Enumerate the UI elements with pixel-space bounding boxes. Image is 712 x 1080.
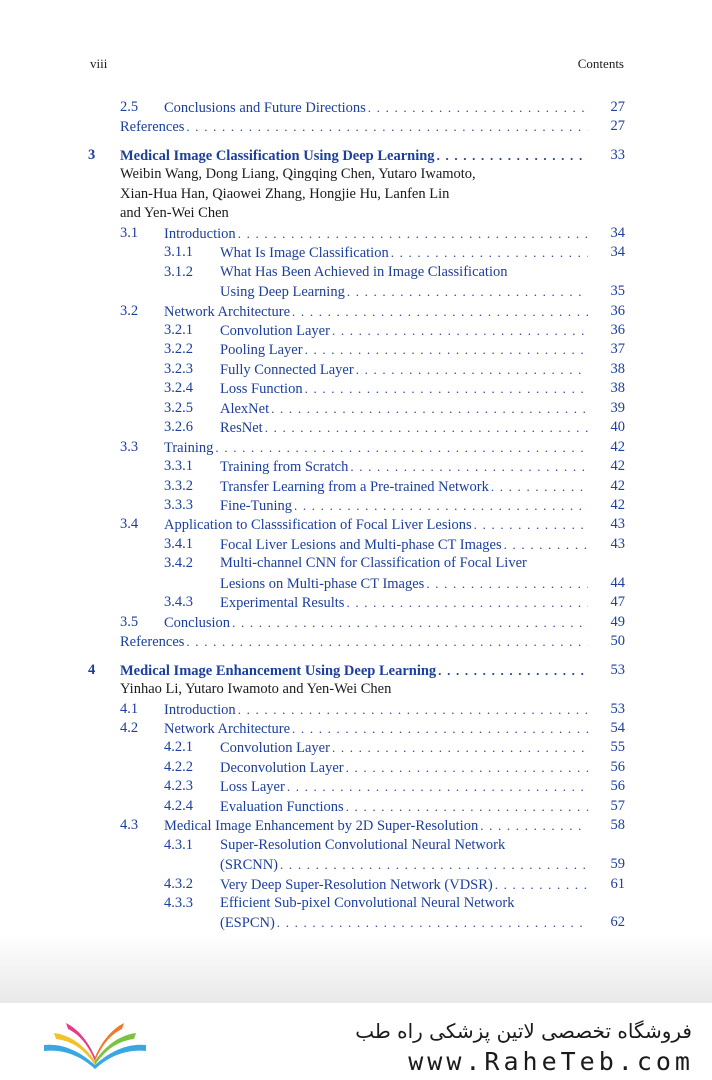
toc-page-number: 62 (610, 914, 625, 931)
toc-entry-title: What Is Image Classification (220, 245, 389, 262)
toc-entry-link[interactable] (120, 661, 588, 681)
subsection-number: 3.3.3 (164, 497, 193, 513)
toc-entry-link[interactable] (220, 875, 588, 895)
toc-entry-title: Focal Liver Lesions and Multi-phase CT Images (220, 536, 502, 553)
subsection-number: 3.3.2 (164, 477, 193, 494)
leader-dots (350, 457, 588, 477)
subsection-number: 4.3.1 (164, 836, 193, 853)
leader-dots (265, 418, 588, 438)
running-title: Contents (577, 56, 624, 71)
toc-entry-title: (ESPCN) (220, 915, 275, 932)
toc-entry-link[interactable] (164, 302, 588, 322)
chapter-number: 3 (88, 146, 96, 163)
toc-entry-link[interactable] (220, 554, 588, 574)
leader-dots (480, 816, 588, 836)
toc-entry-title: Pooling Layer (220, 342, 303, 359)
toc-page-number: 56 (610, 758, 625, 775)
subsection-number: 3.2.2 (164, 341, 193, 358)
section-number: 3.5 (120, 613, 139, 630)
toc-entry-title: Network Architecture (164, 720, 291, 737)
toc-entry-title: Introduction (164, 225, 236, 242)
leader-dots (287, 777, 588, 797)
toc-page-number: 57 (610, 797, 625, 814)
toc-entry-title: Network Architecture (164, 303, 291, 320)
toc-entry-link[interactable] (120, 117, 588, 137)
toc-entry-title: Training (164, 439, 214, 456)
toc-entry-link[interactable] (164, 613, 588, 633)
leader-dots (277, 913, 588, 933)
toc-entry-link[interactable] (220, 797, 588, 817)
leader-dots (426, 574, 588, 594)
toc-entry-title: Convolution Layer (220, 740, 330, 757)
chapter-authors: Yinhao Li, Yutaro Iwamoto and Yen-Wei Chen (120, 681, 392, 698)
leader-dots (332, 321, 588, 341)
toc-page-number: 55 (610, 739, 625, 756)
toc-entry-link[interactable] (220, 457, 588, 477)
toc-entry-link[interactable] (220, 263, 588, 283)
leader-dots (186, 117, 588, 137)
subsection-number: 4.2.3 (164, 778, 193, 795)
toc-page-number: 38 (610, 360, 625, 377)
subsection-number: 3.2.3 (164, 360, 193, 377)
toc-page-number: 42 (610, 438, 625, 455)
toc-entry-link[interactable] (220, 593, 588, 613)
toc-page-number: 50 (610, 633, 625, 650)
toc-entry-link[interactable] (120, 146, 588, 166)
leader-dots (305, 340, 588, 360)
toc-entry-title: Conclusion (164, 614, 231, 631)
toc-entry-link[interactable] (164, 816, 588, 836)
toc-page-number: 27 (610, 99, 625, 115)
subsection-number: 3.4.2 (164, 555, 193, 572)
subsection-number: 4.2.1 (164, 739, 193, 756)
toc-entry-link[interactable] (220, 282, 588, 302)
page-number: viii (90, 56, 108, 71)
toc-entry-link[interactable] (220, 418, 588, 438)
toc-entry-title: Training from Scratch (220, 459, 349, 476)
toc-page-number: 53 (610, 661, 625, 678)
toc-entry-title: Fine-Tuning (220, 498, 292, 514)
toc-entry-title: Loss Layer (220, 779, 285, 796)
toc-page-number: 34 (610, 244, 625, 261)
toc-entry-link[interactable] (220, 379, 588, 399)
toc-page-number: 34 (610, 224, 625, 241)
toc-page-number: 53 (610, 700, 625, 717)
toc-entry-title: Deconvolution Layer (220, 759, 344, 776)
toc-entry-link[interactable] (220, 913, 588, 933)
toc-entry-link[interactable] (220, 574, 588, 594)
leader-dots (280, 855, 588, 875)
toc-entry-link[interactable] (120, 632, 588, 652)
toc-entry-link[interactable] (164, 700, 588, 720)
leader-dots (294, 496, 588, 516)
toc-entry-link[interactable] (220, 477, 588, 497)
chapter-number: 4 (88, 661, 96, 678)
website-url: www.RaheTeb.com (408, 1047, 694, 1076)
leader-dots (346, 797, 588, 817)
toc-entry-link[interactable] (220, 321, 588, 341)
section-number: 3.2 (120, 302, 139, 319)
leader-dots (186, 632, 588, 652)
toc-page-number: 44 (610, 574, 625, 591)
toc-page-number: 38 (610, 380, 625, 397)
toc-entry-title: Multi-channel CNN for Classification of Focal Liver (220, 555, 527, 572)
leader-dots (292, 719, 588, 739)
toc-entry-title: Convolution Layer (220, 322, 330, 339)
subsection-number: 3.1.2 (164, 263, 193, 280)
toc-entry-link[interactable] (220, 496, 588, 516)
leader-dots (271, 399, 588, 419)
open-book-logo-icon (40, 1021, 150, 1071)
toc-page-number: 39 (610, 399, 625, 416)
toc-entry-link[interactable] (220, 243, 588, 263)
toc-page-number: 33 (610, 146, 625, 163)
toc-entry-title: Medical Image Classification Using Deep Learning (120, 147, 435, 164)
toc-entry-title: Loss Function (220, 381, 303, 398)
toc-entry-title: What Has Been Achieved in Image Classification (220, 263, 508, 280)
toc-page-number: 42 (610, 458, 625, 475)
toc-entry-title: Very Deep Super-Resolution Network (VDSR) (220, 876, 493, 893)
leader-dots (346, 593, 588, 613)
toc-entry-title: Experimental Results (220, 595, 345, 612)
toc-entry-link[interactable] (220, 894, 588, 914)
toc-entry-title: Transfer Learning from a Pre-trained Network (220, 478, 489, 495)
subsection-number: 3.2.4 (164, 380, 193, 397)
leader-dots (238, 700, 588, 720)
subsection-number: 3.4.1 (164, 535, 193, 552)
section-number: 3.4 (120, 516, 139, 533)
subsection-number: 3.2.1 (164, 321, 193, 338)
toc-entry-link[interactable] (220, 535, 588, 555)
running-header (90, 56, 624, 74)
toc-entry-link[interactable] (220, 399, 588, 419)
leader-dots (495, 875, 588, 895)
toc-page-number: 54 (610, 719, 625, 736)
toc-entry-title: Fully Connected Layer (220, 361, 354, 378)
leader-dots (305, 379, 588, 399)
toc-page-number: 36 (610, 302, 625, 319)
toc-entry-title: Medical Image Enhancement by 2D Super-Resolution (164, 818, 479, 835)
section-number: 4.3 (120, 817, 139, 834)
toc-entry-link[interactable] (164, 224, 588, 244)
toc-page-number: 61 (610, 875, 625, 892)
subsection-number: 3.4.3 (164, 594, 193, 611)
leader-dots (437, 146, 588, 166)
toc-entry-link[interactable] (220, 758, 588, 778)
toc-entry-link[interactable] (164, 719, 588, 739)
subsection-number: 3.1.1 (164, 244, 193, 261)
toc-entry-title: References (120, 119, 185, 136)
toc-entry-title: Using Deep Learning (220, 284, 345, 301)
toc-page-number: 43 (610, 516, 625, 533)
subsection-number: 4.3.3 (164, 895, 193, 911)
leader-dots (504, 535, 588, 555)
chapter-authors: Weibin Wang, Dong Liang, Qingqing Chen, Yutaro Iwamoto, (120, 166, 476, 183)
toc-page-number: 42 (610, 477, 625, 494)
section-number: 2.5 (120, 99, 139, 115)
toc-entry-link[interactable] (164, 438, 588, 458)
leader-dots (215, 438, 588, 458)
toc-entry-title: Efficient Sub-pixel Convolutional Neural Network (220, 895, 515, 911)
toc-entry-title: Application to Classsification of Focal Liver Lesions (164, 517, 472, 534)
toc-entry-link[interactable] (164, 98, 588, 118)
leader-dots (391, 243, 588, 263)
subsection-number: 3.3.1 (164, 458, 193, 475)
page-bottom-shadow (0, 935, 712, 1005)
watermark-footer (0, 1003, 712, 1080)
toc-entry-title: ResNet (220, 420, 263, 437)
toc-entry-link[interactable] (220, 855, 588, 875)
toc-entry-title: Medical Image Enhancement Using Deep Learning (120, 662, 437, 679)
leader-dots (232, 613, 588, 633)
leader-dots (238, 224, 588, 244)
toc-page-number: 42 (610, 497, 625, 513)
toc-entry-title: (SRCNN) (220, 857, 279, 874)
section-number: 4.2 (120, 719, 139, 736)
toc-page-number: 37 (610, 341, 625, 358)
section-number: 4.1 (120, 700, 139, 717)
toc-page-number: 35 (610, 283, 625, 300)
toc-entry-link[interactable] (164, 515, 588, 535)
toc-entry-link[interactable] (220, 738, 588, 758)
subsection-number: 4.2.2 (164, 758, 193, 775)
subsection-number: 4.3.2 (164, 875, 193, 892)
subsection-number: 4.2.4 (164, 797, 193, 814)
leader-dots (347, 282, 588, 302)
toc-entry-link[interactable] (220, 360, 588, 380)
toc-entry-title: Super-Resolution Convolutional Neural Network (220, 836, 506, 853)
toc-entry-title: Evaluation Functions (220, 798, 344, 815)
toc-entry-link[interactable] (220, 836, 588, 856)
leader-dots (474, 515, 588, 535)
subsection-number: 3.2.6 (164, 419, 193, 436)
toc-entry-link[interactable] (220, 777, 588, 797)
toc-entry-title: Conclusions and Future Directions (164, 100, 366, 116)
toc-page-number: 40 (610, 419, 625, 436)
leader-dots (438, 661, 588, 681)
toc-entry-link[interactable] (220, 340, 588, 360)
leader-dots (292, 302, 588, 322)
leader-dots (368, 98, 588, 118)
toc-entry-title: References (120, 634, 185, 651)
toc-page-number: 56 (610, 778, 625, 795)
toc-page-number: 58 (610, 817, 625, 834)
leader-dots (332, 738, 588, 758)
leader-dots (491, 477, 588, 497)
store-name: فروشگاه تخصصی لاتین پزشکی راه طب (355, 1019, 692, 1043)
toc-entry-title: AlexNet (220, 400, 270, 417)
chapter-authors: Xian-Hua Han, Qiaowei Zhang, Hongjie Hu, Lanfen Lin (120, 185, 450, 202)
toc-page-number: 59 (610, 856, 625, 873)
toc-page-number: 49 (610, 613, 625, 630)
toc-page-number: 27 (610, 118, 625, 135)
leader-dots (346, 758, 588, 778)
toc-entry-title: Lesions on Multi-phase CT Images (220, 575, 425, 592)
toc-page-number: 43 (610, 535, 625, 552)
chapter-authors: and Yen-Wei Chen (120, 205, 229, 222)
toc-entry-title: Introduction (164, 701, 236, 718)
toc-page-number: 47 (610, 594, 625, 611)
leader-dots (356, 360, 588, 380)
section-number: 3.1 (120, 224, 139, 241)
section-number: 3.3 (120, 438, 139, 455)
toc-page-number: 36 (610, 321, 625, 338)
subsection-number: 3.2.5 (164, 399, 193, 416)
